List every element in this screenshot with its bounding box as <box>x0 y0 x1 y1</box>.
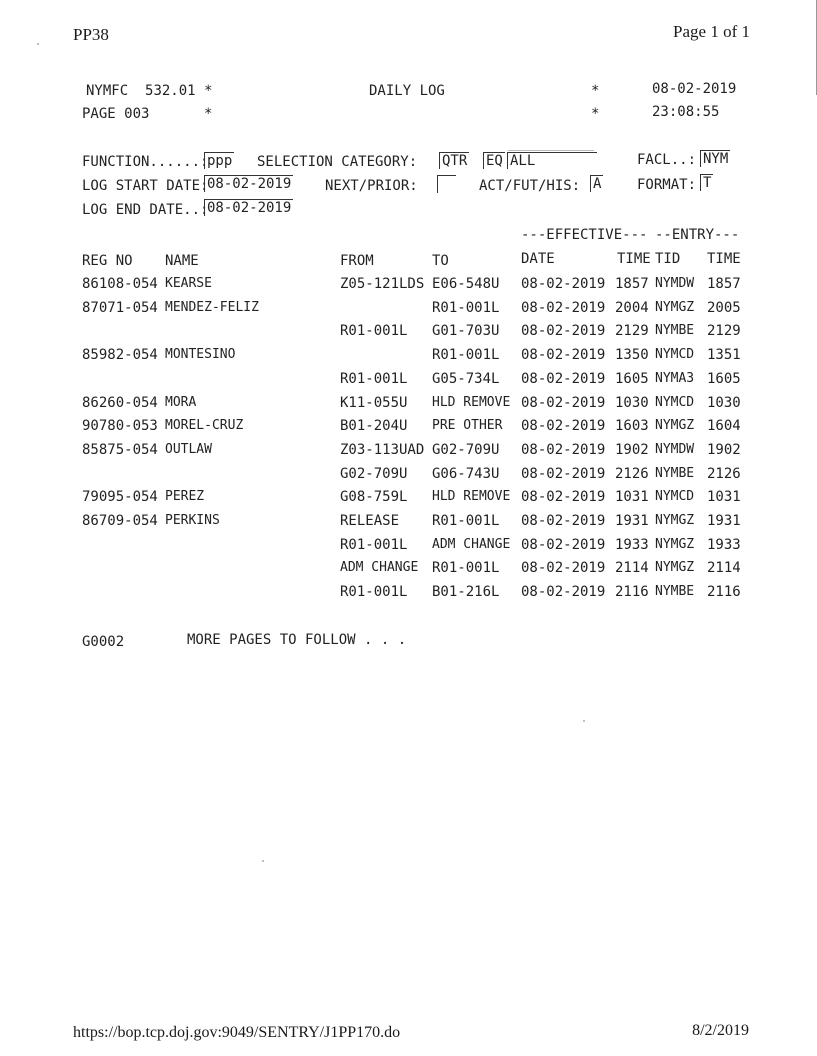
column-header-entry-time: TIME <box>707 251 741 267</box>
date-cell: 08-02-2019 <box>521 371 606 387</box>
name-cell: KEARSE <box>165 276 212 291</box>
date-cell: 08-02-2019 <box>521 300 606 316</box>
print-header-page: Page 1 of 1 <box>673 22 750 41</box>
date-cell: 08-02-2019 <box>521 466 606 482</box>
column-header-reg-no: REG NO <box>82 253 133 269</box>
screen-date: 08-02-2019 <box>652 81 737 97</box>
to-cell: HLD REMOVE <box>432 489 511 504</box>
print-footer-date: 8/2/2019 <box>692 1022 749 1039</box>
to-cell: ADM CHANGE <box>432 537 511 552</box>
date-cell: 08-02-2019 <box>521 584 606 600</box>
date-cell: 08-02-2019 <box>521 395 606 411</box>
column-header-to: TO <box>432 253 449 269</box>
date-cell: 08-02-2019 <box>521 323 606 339</box>
star-marker: * <box>204 106 213 122</box>
name-cell: MOREL-CRUZ <box>165 418 244 433</box>
to-cell: HLD REMOVE <box>432 395 511 410</box>
date-cell: 08-02-2019 <box>521 418 606 434</box>
field-underline <box>508 150 594 151</box>
facility-code <box>86 83 196 99</box>
message-text: MORE PAGES TO FOLLOW . . . <box>187 632 407 648</box>
time-cell: 1933 <box>615 537 649 553</box>
column-header-tid: TID <box>655 251 681 267</box>
column-header-time: TIME <box>617 251 651 267</box>
entry-time-cell: 1030 <box>707 395 741 411</box>
reg-no-cell: 86108-054 <box>82 276 158 292</box>
time-cell: 1931 <box>615 513 649 529</box>
to-cell: G06-743U <box>432 466 500 482</box>
from-cell: B01-204U <box>340 418 408 434</box>
date-cell: 08-02-2019 <box>521 442 606 458</box>
reg-no-cell: 85875-054 <box>82 442 158 458</box>
from-cell: Z05-121LDS <box>340 276 425 292</box>
entry-time-cell: 2114 <box>707 560 741 576</box>
tid-cell: NYMA3 <box>655 371 695 386</box>
format-label: FORMAT: <box>637 177 697 193</box>
entry-time-cell: 2129 <box>707 323 741 339</box>
time-cell: 1350 <box>615 347 649 363</box>
tid-cell: NYMGZ <box>655 418 695 433</box>
column-header-date: DATE <box>521 251 555 267</box>
tid-cell: NYMBE <box>655 466 695 481</box>
date-cell: 08-02-2019 <box>521 560 606 576</box>
name-cell: PERKINS <box>165 513 220 528</box>
column-header-from: FROM <box>340 253 374 269</box>
time-cell: 2126 <box>615 466 649 482</box>
entry-time-cell: 1351 <box>707 347 741 363</box>
selection-field-all[interactable]: ALL <box>507 152 597 169</box>
time-cell: 1603 <box>615 418 649 434</box>
time-cell: 1902 <box>615 442 649 458</box>
from-cell: ADM CHANGE <box>340 560 419 575</box>
tid-cell: NYMCD <box>655 489 695 504</box>
from-cell: R01-001L <box>340 371 408 387</box>
star-marker: * <box>204 83 213 99</box>
entry-time-cell: 1902 <box>707 442 741 458</box>
date-cell: 08-02-2019 <box>521 537 606 553</box>
time-cell: 2114 <box>615 560 649 576</box>
reg-no-cell: 79095-054 <box>82 489 158 505</box>
from-cell: Z03-113UAD <box>340 442 425 458</box>
date-cell: 08-02-2019 <box>521 276 606 292</box>
selection-field-eq[interactable]: EQ <box>483 152 505 169</box>
next-prior-label: NEXT/PRIOR: <box>325 178 418 194</box>
to-cell: R01-001L <box>432 560 500 576</box>
tid-cell: NYMDW <box>655 276 695 291</box>
reg-no-cell: 87071-054 <box>82 300 158 316</box>
to-cell: G01-703U <box>432 323 500 339</box>
screen-title: DAILY LOG <box>369 83 445 99</box>
to-cell: PRE OTHER <box>432 418 503 433</box>
to-cell: R01-001L <box>432 513 500 529</box>
date-cell: 08-02-2019 <box>521 489 606 505</box>
speck <box>583 720 585 722</box>
name-cell: PEREZ <box>165 489 205 504</box>
entry-time-cell: 2005 <box>707 300 741 316</box>
name-cell: MONTESINO <box>165 347 236 362</box>
facl-label: FACL..: <box>637 152 697 168</box>
entry-time-cell: 2116 <box>707 584 741 600</box>
print-header-title: PP38 <box>73 25 109 44</box>
tid-cell: NYMGZ <box>655 513 695 528</box>
from-cell: G02-709U <box>340 466 408 482</box>
log-end-date-label: LOG END DATE..: <box>82 202 209 218</box>
tid-cell: NYMCD <box>655 395 695 410</box>
entry-time-cell: 2126 <box>707 466 741 482</box>
function-field[interactable]: ppp <box>204 152 234 169</box>
tid-cell: NYMDW <box>655 442 695 457</box>
tid-cell: NYMGZ <box>655 300 695 315</box>
selection-field-qtr[interactable]: QTR <box>439 152 469 169</box>
to-cell: B01-216L <box>432 584 500 600</box>
to-cell: R01-001L <box>432 347 500 363</box>
tid-cell: NYMBE <box>655 584 695 599</box>
from-cell: R01-001L <box>340 537 408 553</box>
tid-cell: NYMGZ <box>655 560 695 575</box>
transaction-code: 532.01 <box>145 83 196 99</box>
act-fut-his-field[interactable]: A <box>590 175 603 192</box>
message-code: G0002 <box>82 634 125 650</box>
function-label: FUNCTION......: <box>82 154 209 170</box>
entry-time-cell: 1604 <box>707 418 741 434</box>
name-cell: OUTLAW <box>165 442 212 457</box>
entry-time-cell: 1933 <box>707 537 741 553</box>
time-cell: 1031 <box>615 489 649 505</box>
entry-time-cell: 1931 <box>707 513 741 529</box>
group-header-effective: ---EFFECTIVE--- <box>521 227 648 243</box>
from-cell: R01-001L <box>340 584 408 600</box>
reg-no-cell: 86260-054 <box>82 395 158 411</box>
speck <box>262 860 264 862</box>
next-prior-field[interactable] <box>437 175 456 193</box>
speck <box>37 43 39 45</box>
entry-time-cell: 1605 <box>707 371 741 387</box>
tid-cell: NYMCD <box>655 347 695 362</box>
column-header-name: NAME <box>165 253 199 269</box>
group-header-entry: --ENTRY--- <box>655 227 740 243</box>
page-label: PAGE 003 <box>82 106 150 122</box>
time-cell: 2116 <box>615 584 649 600</box>
log-start-date-field[interactable]: 08-02-2019 <box>204 175 293 192</box>
to-cell: E06-548U <box>432 276 500 292</box>
log-start-date-label: LOG START DATE: <box>82 178 209 194</box>
reg-no-cell: 86709-054 <box>82 513 158 529</box>
print-footer-url: https://bop.tcp.doj.gov:9049/SENTRY/J1PP170.do <box>73 1024 401 1041</box>
to-cell: G05-734L <box>432 371 500 387</box>
reg-no-cell: 90780-053 <box>82 418 158 434</box>
time-cell: 1857 <box>615 276 649 292</box>
format-field[interactable]: T <box>700 174 713 191</box>
log-end-date-field[interactable]: 08-02-2019 <box>204 199 293 216</box>
time-cell: 2004 <box>615 300 649 316</box>
from-cell: R01-001L <box>340 323 408 339</box>
selection-category-label: SELECTION CATEGORY: <box>257 154 418 170</box>
date-cell: 08-02-2019 <box>521 513 606 529</box>
time-cell: 1030 <box>615 395 649 411</box>
from-cell: K11-055U <box>340 395 408 411</box>
from-cell: G08-759L <box>340 489 408 505</box>
to-cell: G02-709U <box>432 442 500 458</box>
to-cell: R01-001L <box>432 300 500 316</box>
time-cell: 1605 <box>615 371 649 387</box>
date-cell: 08-02-2019 <box>521 347 606 363</box>
facility: NYMFC <box>86 83 129 99</box>
reg-no-cell: 85982-054 <box>82 347 158 363</box>
from-cell: RELEASE <box>340 513 400 529</box>
name-cell: MENDEZ-FELIZ <box>165 300 259 315</box>
time-cell: 2129 <box>615 323 649 339</box>
tid-cell: NYMBE <box>655 323 695 338</box>
facl-field[interactable]: NYM <box>700 150 730 167</box>
screen-time: 23:08:55 <box>652 104 720 120</box>
name-cell: MORA <box>165 395 197 410</box>
entry-time-cell: 1857 <box>707 276 741 292</box>
star-marker: * <box>591 83 600 99</box>
star-marker: * <box>591 106 600 122</box>
entry-time-cell: 1031 <box>707 489 741 505</box>
tid-cell: NYMGZ <box>655 537 695 552</box>
act-fut-his-label: ACT/FUT/HIS: <box>479 178 581 194</box>
